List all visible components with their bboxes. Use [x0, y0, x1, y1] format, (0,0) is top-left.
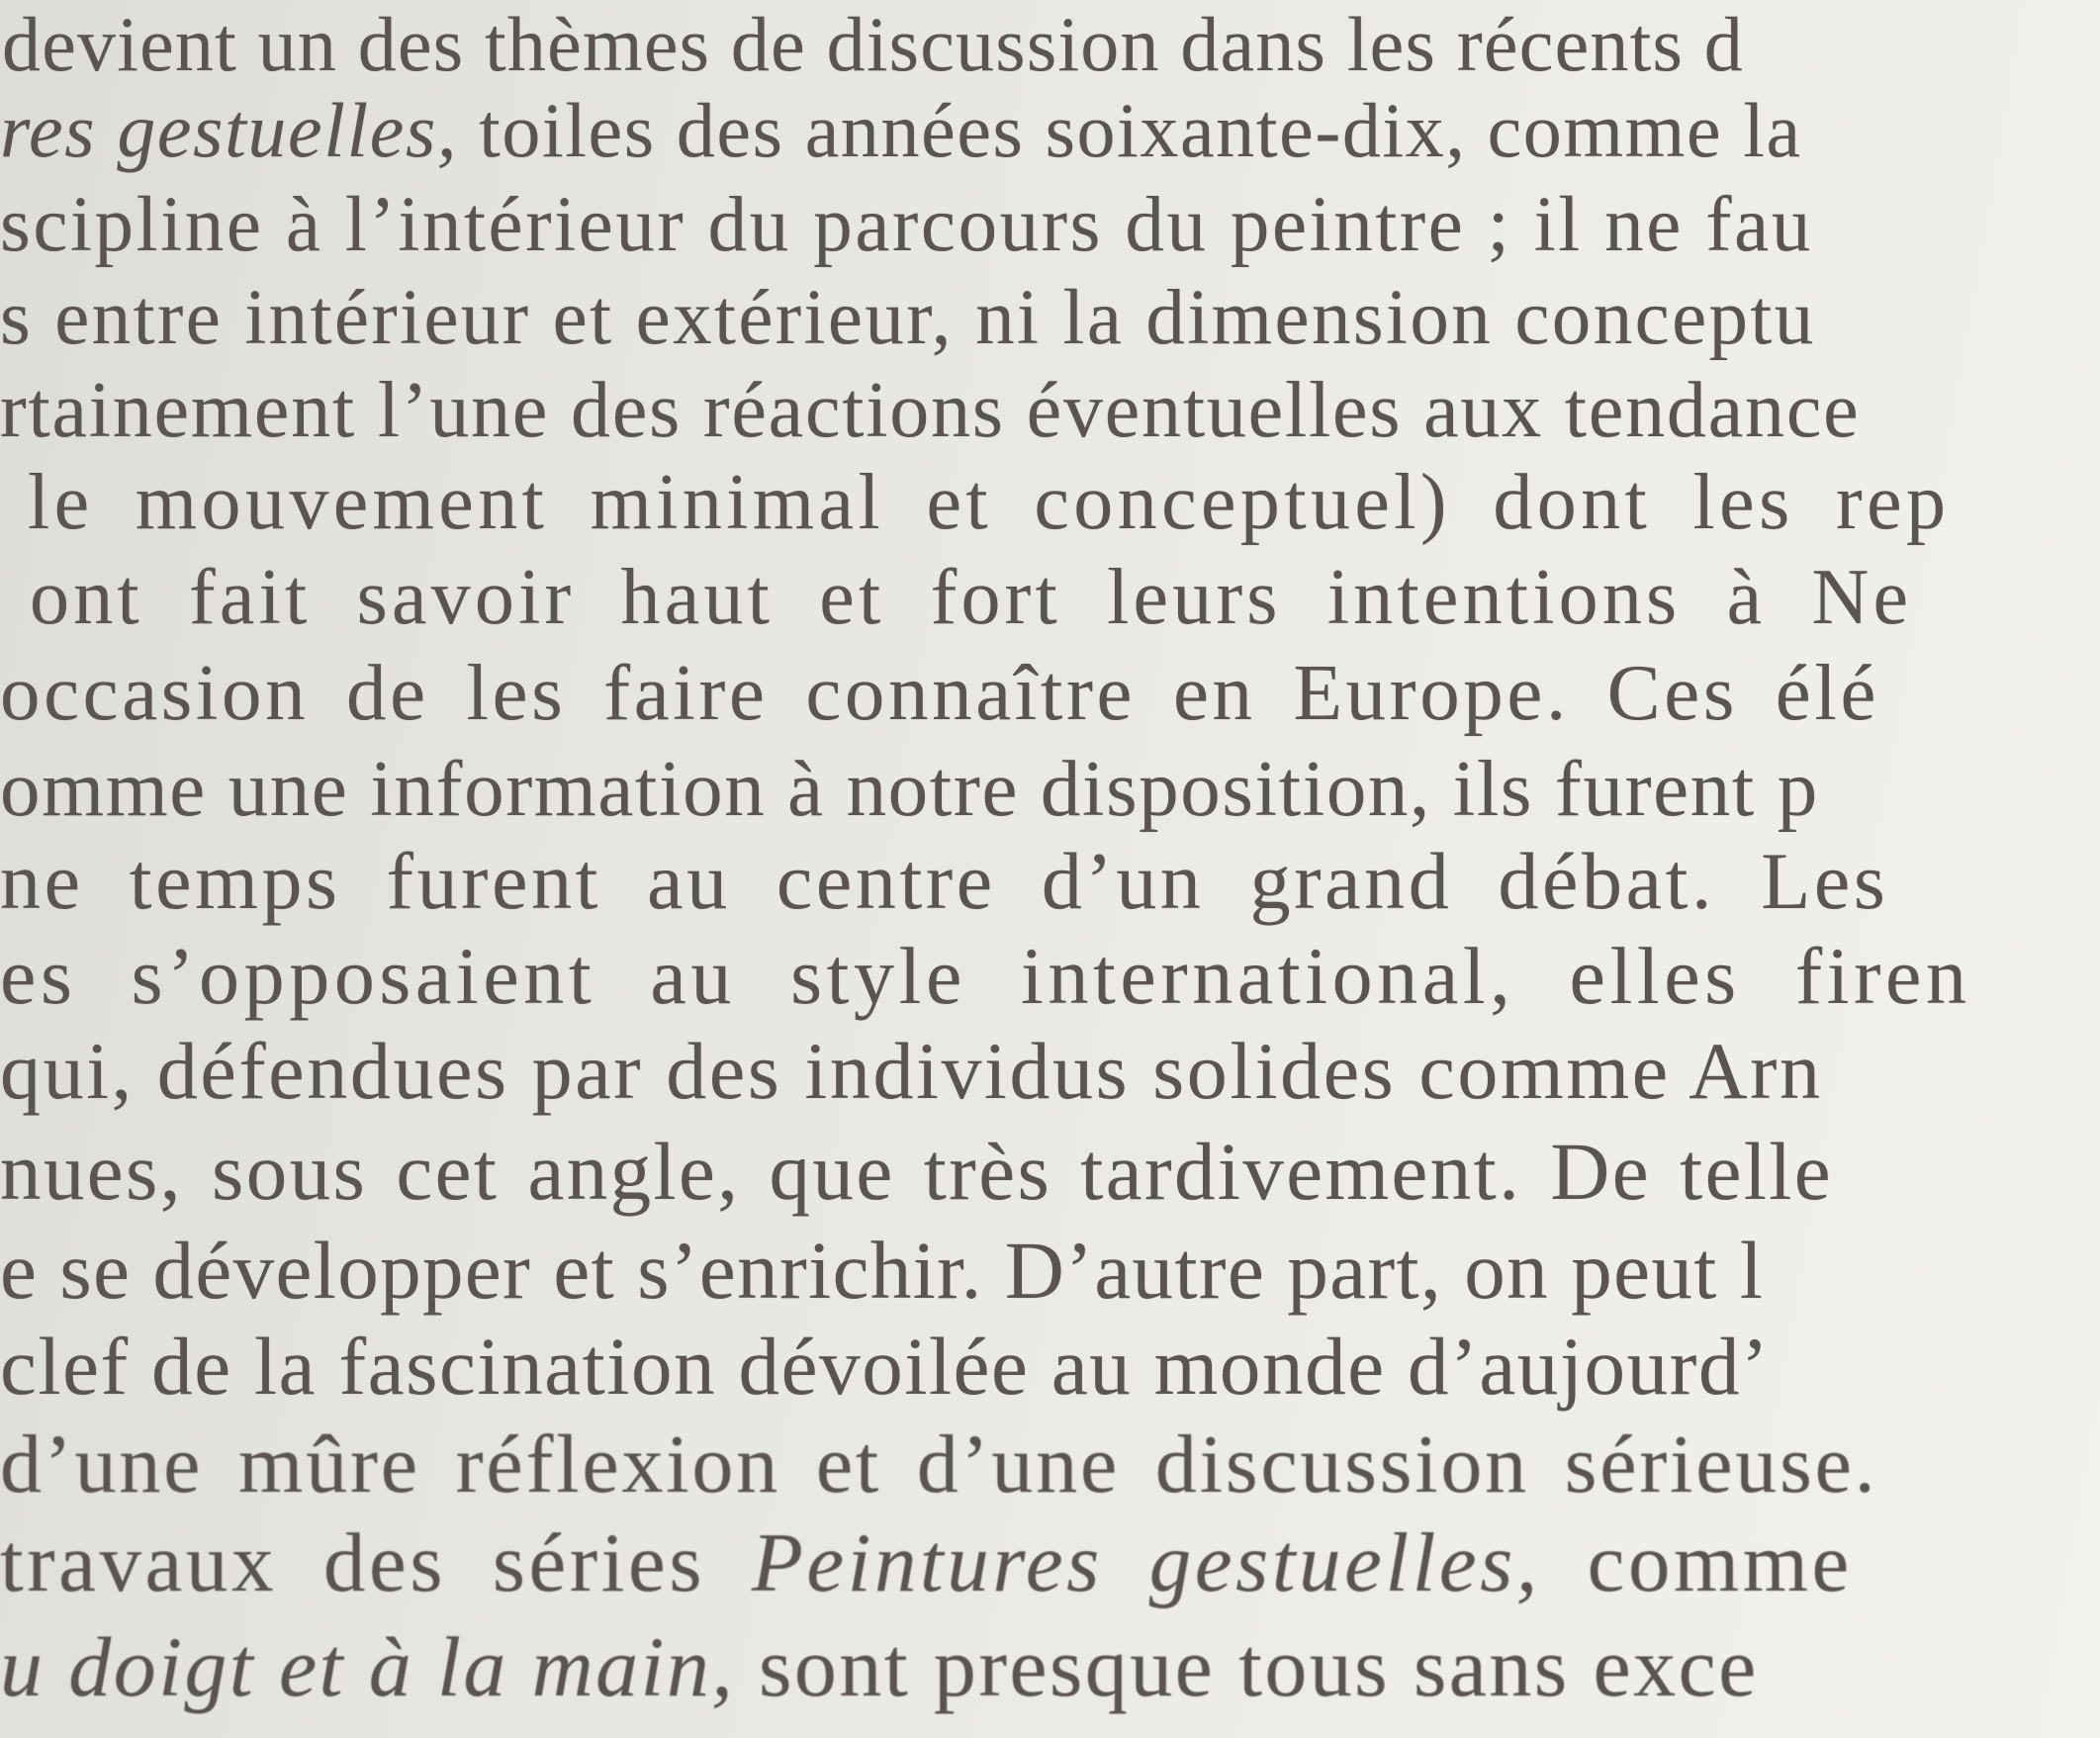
text-line-17: travaux des séries Peintures gestuelles, comme: [0, 1516, 1853, 1609]
text-line-12: qui, défendues par des individus solides comme Arn: [0, 1026, 1823, 1116]
text-line-1: devient un des thèmes de discussion dans les récents d: [2, 1, 1744, 87]
text-line-8: occasion de les faire connaître en Europe. Ces élé: [0, 648, 1880, 737]
text-line-6: le mouvement minimal et conceptuel) dont les rep: [28, 459, 1951, 546]
text-line-10: ne temps furent au centre d’un grand débat. Les: [0, 836, 1889, 926]
text-line-2: res gestuelles, toiles des années soixante-dix, comme la: [0, 87, 1802, 173]
text-line-14: e se développer et s’enrichir. D’autre part, on peut l: [0, 1225, 1765, 1316]
text-line-4: s entre intérieur et extérieur, ni la dimension conceptu: [0, 275, 1816, 361]
text-line-16: d’une mûre réflexion et d’une discussion sérieuse.: [0, 1418, 1878, 1510]
text-line-5: rtainement l’une des réactions éventuelles aux tendance: [0, 367, 1861, 454]
text-line-13: nues, sous cet angle, que très tardivement. De telle: [0, 1126, 1833, 1217]
text-line-18: u doigt et à la main, sont presque tous sans exce: [0, 1619, 1759, 1714]
text-line-15: clef de la fascination dévoilée au monde d’aujourd’: [0, 1321, 1771, 1412]
text-line-7: ont fait savoir haut et fort leurs intentions à Ne: [30, 554, 1913, 641]
text-line-9: omme une information à notre disposition, ils furent p: [0, 744, 1819, 833]
text-line-3: scipline à l’intérieur du parcours du peintre ; il ne fau: [0, 182, 1813, 268]
text-line-11: es s’opposaient au style international, elles firen: [0, 931, 1971, 1021]
